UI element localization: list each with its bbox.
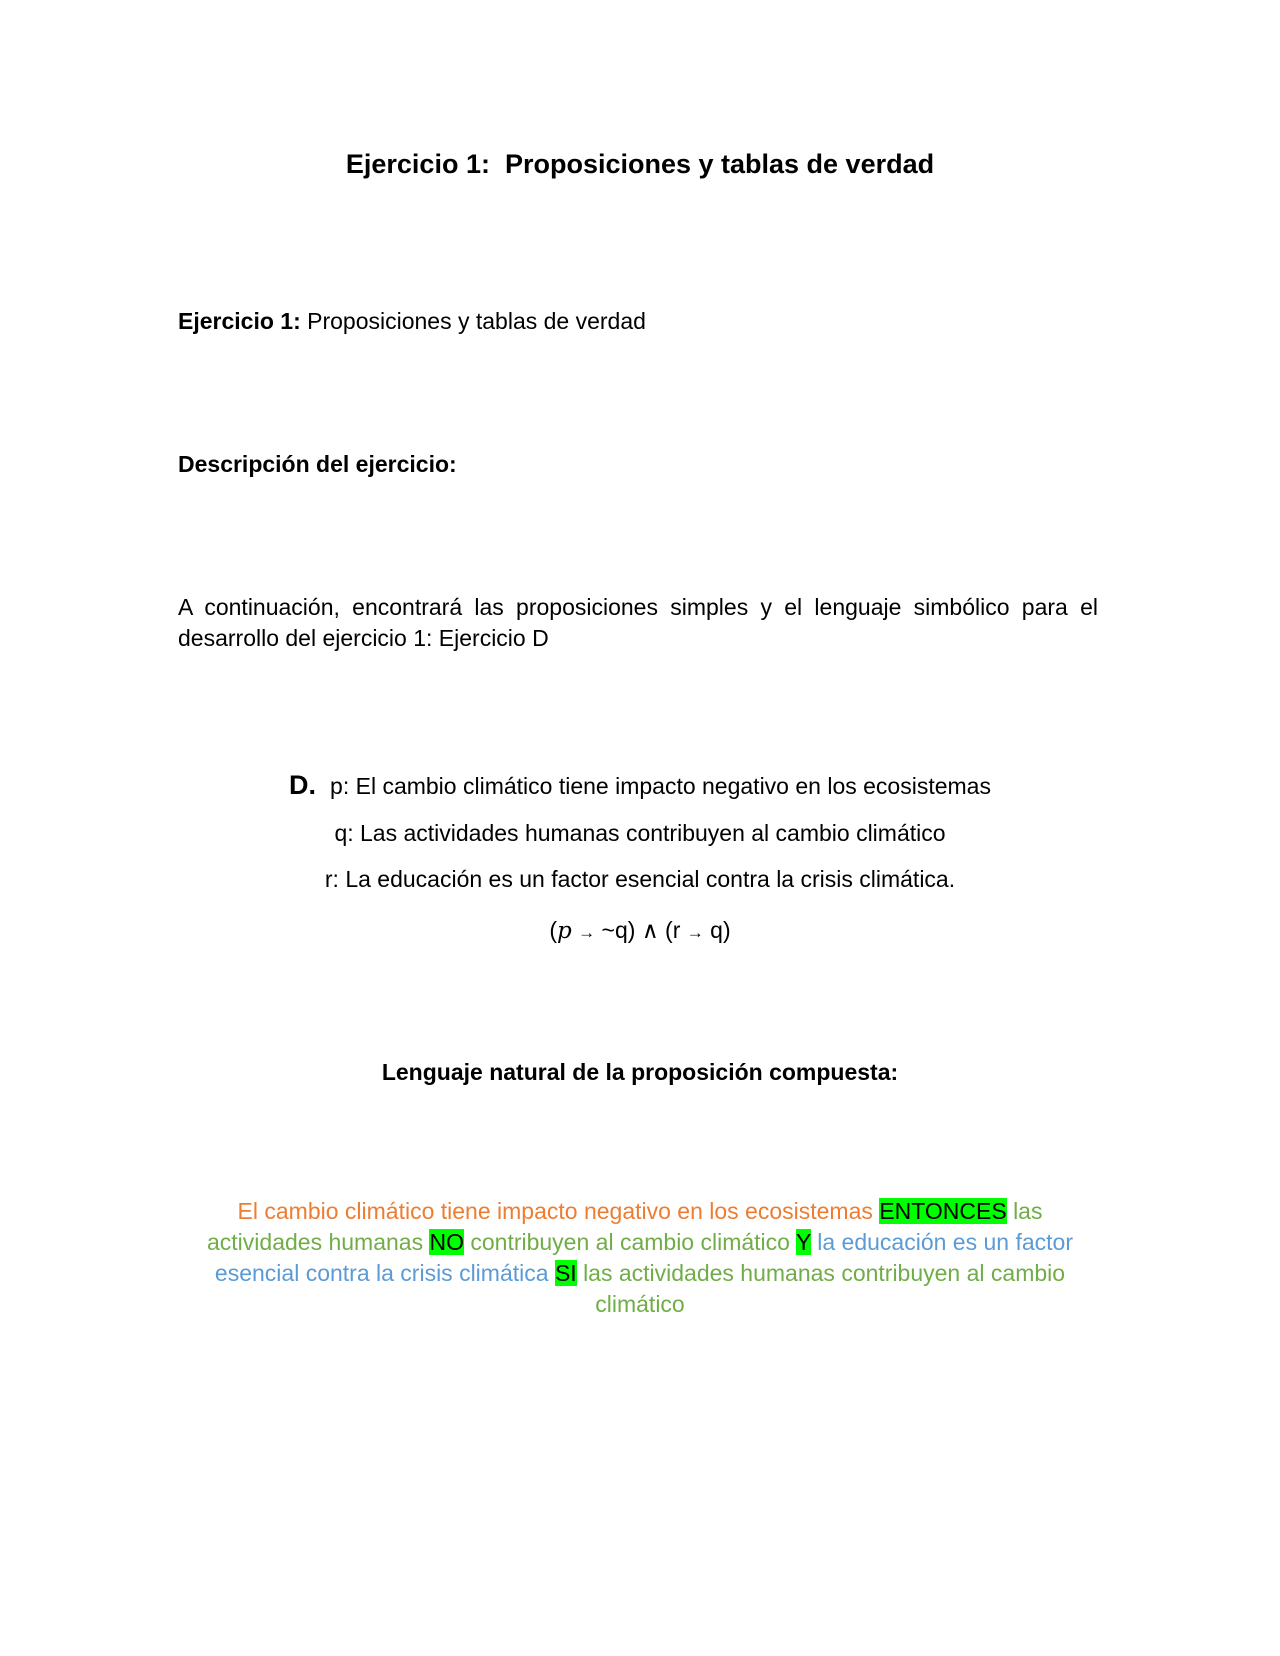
proposition-r: r: La educación es un factor esencial contra la crisis climática. [324,866,956,892]
natural-segment-r: la educación es un factor esencial contra la crisis climática [214,1229,1073,1286]
formula-arrow-2: → [686,923,704,942]
natural-segment-q: las actividades humanas contribuyen al cambio climático [583,1260,1066,1317]
keyword-y: Y [795,1229,811,1255]
formula-end: q) [703,917,731,943]
keyword-entonces: ENTONCES [879,1198,1007,1224]
intro-paragraph: A continuación, encontrará las proposiciones simples y el lenguaje simbólico para el desarrollo del ejercicio 1: Ejercicio D [178,594,1098,651]
formula-arrow-1: → [578,923,596,942]
natural-segment-q-predicate: contribuyen al cambio climático [470,1229,790,1255]
natural-segment-p: El cambio climático tiene impacto negativo en los ecosistemas [237,1198,873,1224]
keyword-no: NO [429,1229,464,1255]
keyword-si: SI [554,1260,577,1286]
natural-segment-q-subject: las actividades humanas [207,1198,1043,1255]
formula-p-var: p [557,918,572,944]
proposition-p: p: El cambio climático tiene impacto negativo en los ecosistemas [330,773,991,799]
description-heading: Descripción del ejercicio: [178,451,457,477]
exercise-line [178,306,646,336]
formula-open: ( [549,917,558,943]
exercise-text: Proposiciones y tablas de verdad [300,308,646,334]
proposition-q: q: Las actividades humanas contribuyen al cambio climático [334,820,946,846]
document-title: Ejercicio 1: Proposiciones y tablas de verdad [345,149,935,179]
section-label: D. [289,770,317,800]
formula-middle: ~q) ∧ (r [595,917,687,943]
symbolic-formula [0,915,1280,948]
natural-language-heading: Lenguaje natural de la proposición compuesta: [381,1059,899,1085]
natural-language-text [178,1196,1102,1320]
exercise-label: Ejercicio 1: [178,308,301,334]
proposition-p-line [0,770,1280,801]
